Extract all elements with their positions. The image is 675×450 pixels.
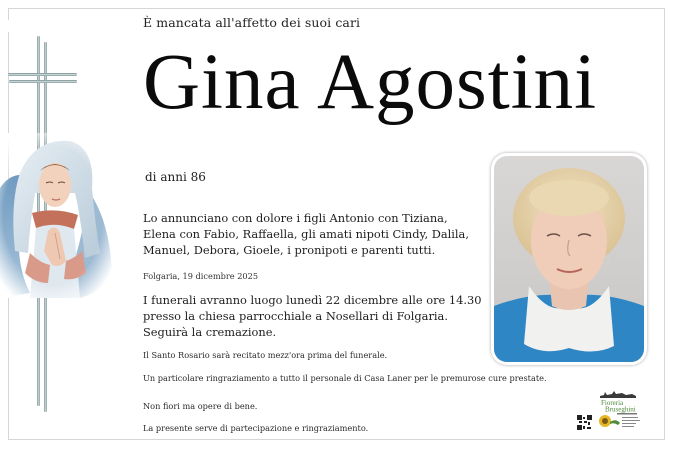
flowers-text: Non fiori ma opere di bene. (143, 401, 258, 411)
intro-text: È mancata all'affetto dei suoi cari (143, 15, 361, 30)
age-line: di anni 86 (145, 170, 206, 184)
sunflower-icon (599, 415, 620, 427)
deceased-name: Gina Agostini (143, 39, 598, 126)
portrait-photo (494, 156, 644, 362)
madonna-image (0, 133, 118, 298)
place-date: Folgaria, 19 dicembre 2025 (143, 271, 259, 281)
announcement-text: Lo annunciano con dolore i figli Antonio con Tiziana, Elena con Fabio, Raffaella, gli amati nipoti Cindy, Dalila, Manuel, Debora, Gioele, i pronipoti e parenti tutti. (143, 211, 469, 258)
rosary-text: Il Santo Rosario sarà recitato mezz'ora prima del funerale. (143, 350, 388, 360)
logo-line2: Bruseghini (605, 405, 636, 414)
qr-code-icon (577, 415, 592, 430)
logo-line1: Fioreria (601, 399, 624, 407)
thanks-text: Un particolare ringraziamento a tutto il personale di Casa Laner per le premurose cure prestate. (143, 373, 547, 383)
florist-logo (574, 390, 646, 434)
funeral-info: I funerali avranno luogo lunedì 22 dicembre alle ore 14.30 presso la chiesa parrocchiale a Nosellari di Folgaria. Seguirà la cremazione. (143, 293, 482, 340)
frame-gap (6, 20, 12, 32)
portrait-frame (491, 153, 647, 365)
closing-text: La presente serve di partecipazione e ringraziamento. (143, 423, 369, 433)
